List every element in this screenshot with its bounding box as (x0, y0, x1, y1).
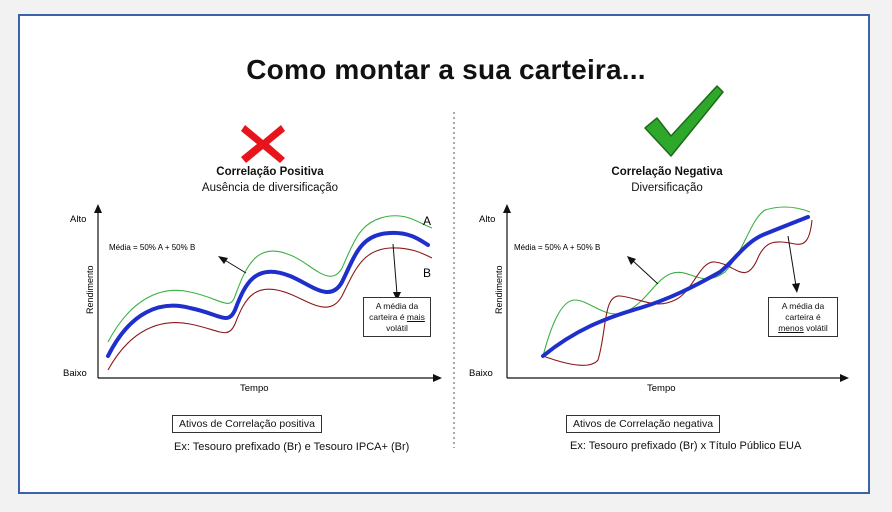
right-example: Ex: Tesouro prefixado (Br) x Título Público EUA (570, 440, 802, 452)
left-correlation-box: Ativos de Correlação positiva (172, 415, 322, 433)
page-title: Como montar a sua carteira... (246, 54, 646, 85)
right-heading: Correlação Negativa (611, 166, 723, 178)
left-average-label: Média = 50% A + 50% B (109, 243, 196, 252)
right-y-high: Alto (479, 214, 496, 225)
right-y-low: Baixo (469, 368, 493, 379)
right-volatility-note: A média da carteira é menos volátil (768, 297, 838, 337)
left-ylabel: Rendimento (85, 265, 95, 314)
green-check-icon (643, 84, 725, 160)
left-xlabel: Tempo (240, 383, 269, 394)
left-volatility-note: A média da carteira é mais volátil (363, 297, 431, 337)
left-heading: Correlação Positiva (216, 166, 324, 178)
left-y-high: Alto (70, 214, 87, 225)
right-ylabel: Rendimento (494, 265, 504, 314)
left-series-b-label: B (423, 266, 432, 280)
left-axes (94, 204, 442, 382)
left-example: Ex: Tesouro prefixado (Br) e Tesouro IPCA+ (Br) (174, 441, 410, 453)
left-y-low: Baixo (63, 368, 87, 379)
right-average-label: Média = 50% A + 50% B (514, 243, 601, 252)
left-series-a-label: A (423, 214, 432, 228)
red-x-icon (239, 123, 287, 165)
right-correlation-box: Ativos de Correlação negativa (566, 415, 720, 433)
center-divider (452, 112, 456, 448)
right-xlabel: Tempo (647, 383, 676, 394)
left-subheading: Ausência de diversificação (201, 182, 339, 194)
right-subheading: Diversificação (631, 182, 703, 194)
